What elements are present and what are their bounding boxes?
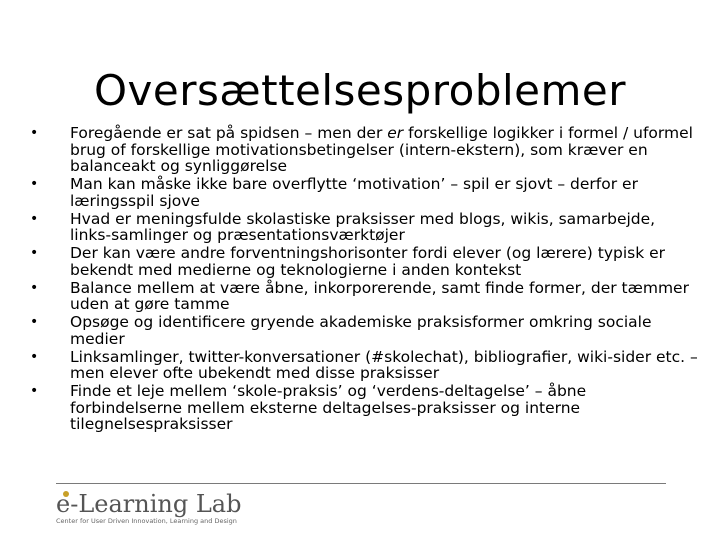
footer-divider: [56, 483, 666, 484]
bullet-text: Hvad er meningsfulde skolastiske praksisser med blogs, wikis, samarbejde, links-samlinger og præsentationsværktøjer: [70, 209, 656, 244]
bullet-text: Opsøge og identificere gryende akademiske praksisformer omkring sociale medier: [70, 313, 652, 348]
slide-title: Oversættelsesproblemer: [93, 66, 627, 116]
bullet-item: [28, 176, 700, 209]
bullet-list: [28, 125, 700, 434]
logo-tagline: Center for User Driven Innovation, Learning and Design: [56, 517, 237, 525]
bullet-text: Der kan være andre forventningshorisonter fordi elever (og lærere) typisk er bekendt med medierne og teknologierne i anden kontekst: [70, 244, 666, 279]
bullet-item: [28, 349, 700, 382]
bullet-item: [28, 314, 700, 347]
bullet-item: [28, 383, 700, 433]
bullet-text: Man kan måske ikke bare overflytte ‘motivation’ – spil er sjovt – derfor er læringsspil sjove: [70, 175, 638, 210]
bullet-text: Linksamlinger, twitter-konversationer (#skolechat), bibliografier, wiki-sider etc. – men elever ofte ubekendt med disse praksisser: [70, 347, 698, 382]
elearning-lab-logo: [56, 488, 306, 528]
bullet-item: [28, 245, 700, 278]
bullet-text: Balance mellem at være åbne, inkorporerende, samt finde former, der tæmmer uden at gøre tamme: [70, 278, 689, 313]
logo-text: e-Learning Lab: [56, 490, 242, 518]
bullet-emphasis: er: [387, 124, 404, 142]
bullet-text: Foregående er sat på spidsen – men der: [70, 124, 388, 142]
bullet-text: Finde et leje mellem ‘skole-praksis’ og ‘verdens-deltagelse’ – åbne forbindelserne mellem eksterne deltagelses-praksisser og interne tilegnelsespraksisser: [70, 382, 587, 433]
bullet-item: [28, 125, 700, 175]
bullet-item: [28, 280, 700, 313]
bullet-item: [28, 211, 700, 244]
bullet-text-rest: forskellige logikker i formel / uformel brug of forskellige motivationsbetingelser (intern-ekstern), som kræver en balanceakt og synliggørelse: [70, 124, 693, 175]
